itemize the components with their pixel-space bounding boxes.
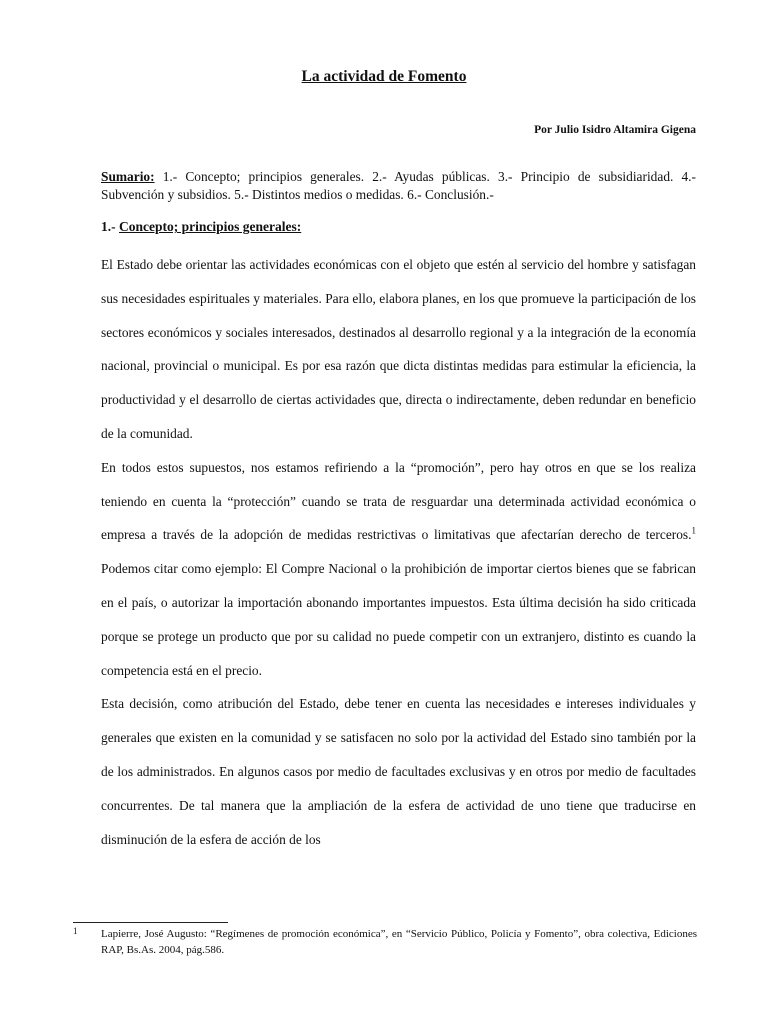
section-title: Concepto; principios generales: (119, 219, 302, 234)
paragraph-part: En todos estos supuestos, nos estamos refiriendo a la “promoción”, pero hay otros en que se los realiza teniendo en cuenta la “protección” cuando se trata de resguardar una determinada actividad económica o empresa a través de la adopción de medidas restrictivas o limitativas que afectarían derecho de terceros. (101, 459, 696, 543)
paragraph (101, 451, 696, 688)
section-heading (101, 219, 301, 235)
paragraph: El Estado debe orientar las actividades económicas con el objeto que estén al servicio del hombre y satisfagan sus necesidades espirituales y materiales. Para ello, elabora planes, en los que promueve la participación de los sectores económicos y sociales interesados, destinados al desarrollo regional y a la integración de la economía nacional, provincial o municipal. Es por esa razón que dicta distintas medidas para estimular la eficiencia, la productividad y el desarrollo de ciertas actividades que, directa o indirectamente, deben redundar en beneficio de la comunidad. (101, 257, 696, 441)
paragraph: Esta decisión, como atribución del Estado, debe tener en cuenta las necesidades e intereses individuales y generales que existen en la comunidad y se satisfacen no solo por la actividad del Estado sino también por la de los administrados. En algunos casos por medio de facultades exclusivas y en otros por medio de facultades concurrentes. De tal manera que la ampliación de la esfera de actividad de uno tiene que traducirse en disminución de la esfera de acción de los (101, 696, 696, 847)
section-number: 1.- (101, 219, 119, 234)
summary-text: 1.- Concepto; principios generales. 2.- Ayudas públicas. 3.- Principio de subsidiaridad. 4.- Subvención y subsidios. 5.- Distintos medios o medidas. 6.- Conclusión.- (101, 169, 696, 202)
author-line: Por Julio Isidro Altamira Gigena (534, 124, 696, 136)
footnote-text: Lapierre, José Augusto: “Regímenes de promoción económica”, en “Servicio Público, Policía y Fomento”, obra colectiva, Ediciones RAP, Bs.As. 2004, pág.586. (101, 928, 697, 956)
footnote-divider (73, 922, 228, 923)
paragraph-part: Podemos citar como ejemplo: El Compre Nacional o la prohibición de importar ciertos bienes que se fabrican en el país, o autorizar la importación abonando importantes impuestos. Esta última decisión ha sido criticada porque se protege un producto que por su calidad no puede competir con un extranjero, distinto es cuando la competencia está en el precio. (101, 561, 696, 678)
footnote-mark: 1 (73, 926, 78, 936)
document-title: La actividad de Fomento (301, 68, 467, 85)
footnote-reference: 1 (691, 525, 696, 536)
summary (101, 168, 696, 204)
summary-label: Sumario: (101, 169, 155, 184)
footnote (73, 926, 697, 958)
body-text (101, 248, 696, 856)
